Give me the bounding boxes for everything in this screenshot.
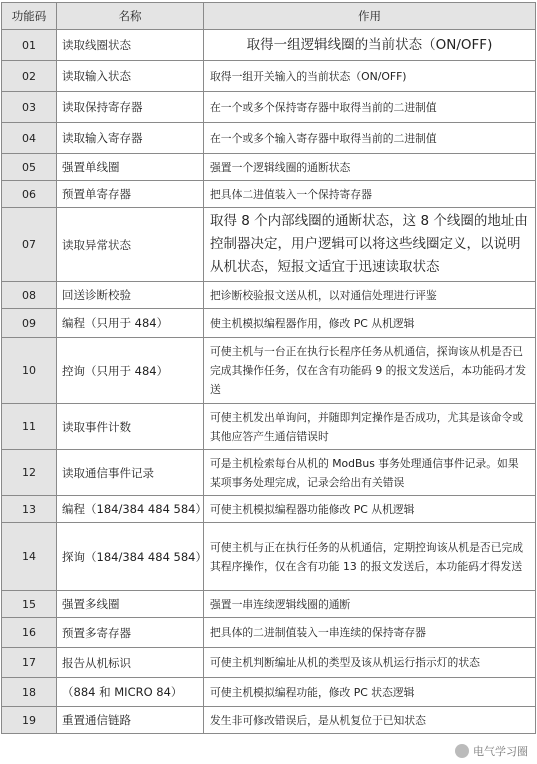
cell-name: 读取保持寄存器 (57, 92, 204, 123)
table-row (2, 496, 536, 523)
cell-name: 探询（184/384 484 584） (57, 523, 204, 591)
cell-code: 10 (2, 338, 57, 404)
cell-desc: 取得一组逻辑线圈的当前状态（ON/OFF) (204, 30, 536, 61)
cell-name: 重置通信链路 (57, 707, 204, 734)
cell-code: 08 (2, 282, 57, 309)
cell-desc: 把具体的二进制值装入一串连续的保持寄存器 (204, 618, 536, 648)
function-code-table (1, 2, 536, 734)
table-row (2, 591, 536, 618)
cell-desc: 可使主机发出单询问，并随即判定操作是否成功，尤其是该命令或其他应答产生通信错误时 (204, 404, 536, 450)
cell-code: 07 (2, 208, 57, 282)
cell-code: 16 (2, 618, 57, 648)
cell-desc: 使主机模拟编程器作用，修改 PC 从机逻辑 (204, 309, 536, 338)
cell-code: 01 (2, 30, 57, 61)
cell-code: 06 (2, 181, 57, 208)
cell-name: 读取通信事件记录 (57, 450, 204, 496)
cell-name: 预置单寄存器 (57, 181, 204, 208)
cell-code: 19 (2, 707, 57, 734)
table-row (2, 181, 536, 208)
table-row (2, 404, 536, 450)
table-row (2, 450, 536, 496)
cell-desc: 在一个或多个保持寄存器中取得当前的二进制值 (204, 92, 536, 123)
table-row (2, 309, 536, 338)
cell-name: 编程（只用于 484） (57, 309, 204, 338)
cell-name: 强置多线圈 (57, 591, 204, 618)
cell-name: 预置多寄存器 (57, 618, 204, 648)
cell-code: 13 (2, 496, 57, 523)
cell-desc: 取得 8 个内部线圈的通断状态，这 8 个线圈的地址由控制器决定，用户逻辑可以将这些线圈定义，以说明从机状态，短报文适宜于迅速读取状态 (204, 208, 536, 282)
cell-name: 读取线圈状态 (57, 30, 204, 61)
watermark-text: 电气学习圈 (473, 745, 528, 758)
watermark (452, 742, 531, 760)
cell-name: 读取输入状态 (57, 61, 204, 92)
table-row (2, 618, 536, 648)
cell-code: 18 (2, 678, 57, 707)
cell-desc: 可使主机模拟编程器功能修改 PC 从机逻辑 (204, 496, 536, 523)
header-code: 功能码 (2, 3, 57, 30)
cell-code: 04 (2, 123, 57, 154)
cell-code: 11 (2, 404, 57, 450)
cell-desc: 可使主机模拟编程功能，修改 PC 状态逻辑 (204, 678, 536, 707)
cell-desc: 在一个或多个输入寄存器中取得当前的二进制值 (204, 123, 536, 154)
table-row (2, 154, 536, 181)
cell-desc: 可使主机判断编址从机的类型及该从机运行指示灯的状态 (204, 648, 536, 678)
table-row (2, 648, 536, 678)
cell-desc: 把诊断校验报文送从机，以对通信处理进行评鉴 (204, 282, 536, 309)
wechat-logo-icon (455, 744, 469, 758)
cell-code: 02 (2, 61, 57, 92)
cell-name: 强置单线圈 (57, 154, 204, 181)
cell-name: 读取事件计数 (57, 404, 204, 450)
table-row (2, 282, 536, 309)
cell-code: 03 (2, 92, 57, 123)
table-row (2, 123, 536, 154)
cell-code: 09 (2, 309, 57, 338)
cell-name: 读取异常状态 (57, 208, 204, 282)
cell-code: 15 (2, 591, 57, 618)
cell-desc: 可使主机与一台正在执行长程序任务从机通信，探询该从机是否已完成其操作任务，仅在含有功能码 9 的报文发送后，本功能码才发送 (204, 338, 536, 404)
cell-desc: 可是主机检索每台从机的 ModBus 事务处理通信事件记录。如果某项事务处理完成，记录会给出有关错误 (204, 450, 536, 496)
table-row (2, 92, 536, 123)
cell-desc: 发生非可修改错误后，是从机复位于已知状态 (204, 707, 536, 734)
cell-desc: 把具体二进值装入一个保持寄存器 (204, 181, 536, 208)
cell-desc: 取得一组开关输入的当前状态（ON/OFF) (204, 61, 536, 92)
table-row (2, 707, 536, 734)
table-row (2, 678, 536, 707)
cell-name: 读取输入寄存器 (57, 123, 204, 154)
cell-code: 12 (2, 450, 57, 496)
cell-desc: 可使主机与正在执行任务的从机通信，定期控询该从机是否已完成其程序操作，仅在含有功能 13 的报文发送后，本功能码才得发送 (204, 523, 536, 591)
header-name: 名称 (57, 3, 204, 30)
table-header-row (2, 3, 536, 30)
table-row (2, 523, 536, 591)
header-desc: 作用 (204, 3, 536, 30)
cell-code: 17 (2, 648, 57, 678)
table-row (2, 208, 536, 282)
cell-name: 控询（只用于 484） (57, 338, 204, 404)
cell-code: 14 (2, 523, 57, 591)
cell-name: （884 和 MICRO 84） (57, 678, 204, 707)
cell-code: 05 (2, 154, 57, 181)
table-row (2, 338, 536, 404)
table-row (2, 61, 536, 92)
cell-name: 回送诊断校验 (57, 282, 204, 309)
cell-desc: 强置一个逻辑线圈的通断状态 (204, 154, 536, 181)
cell-desc: 强置一串连续逻辑线圈的通断 (204, 591, 536, 618)
cell-name: 编程（184/384 484 584） (57, 496, 204, 523)
cell-name: 报告从机标识 (57, 648, 204, 678)
table-row (2, 30, 536, 61)
